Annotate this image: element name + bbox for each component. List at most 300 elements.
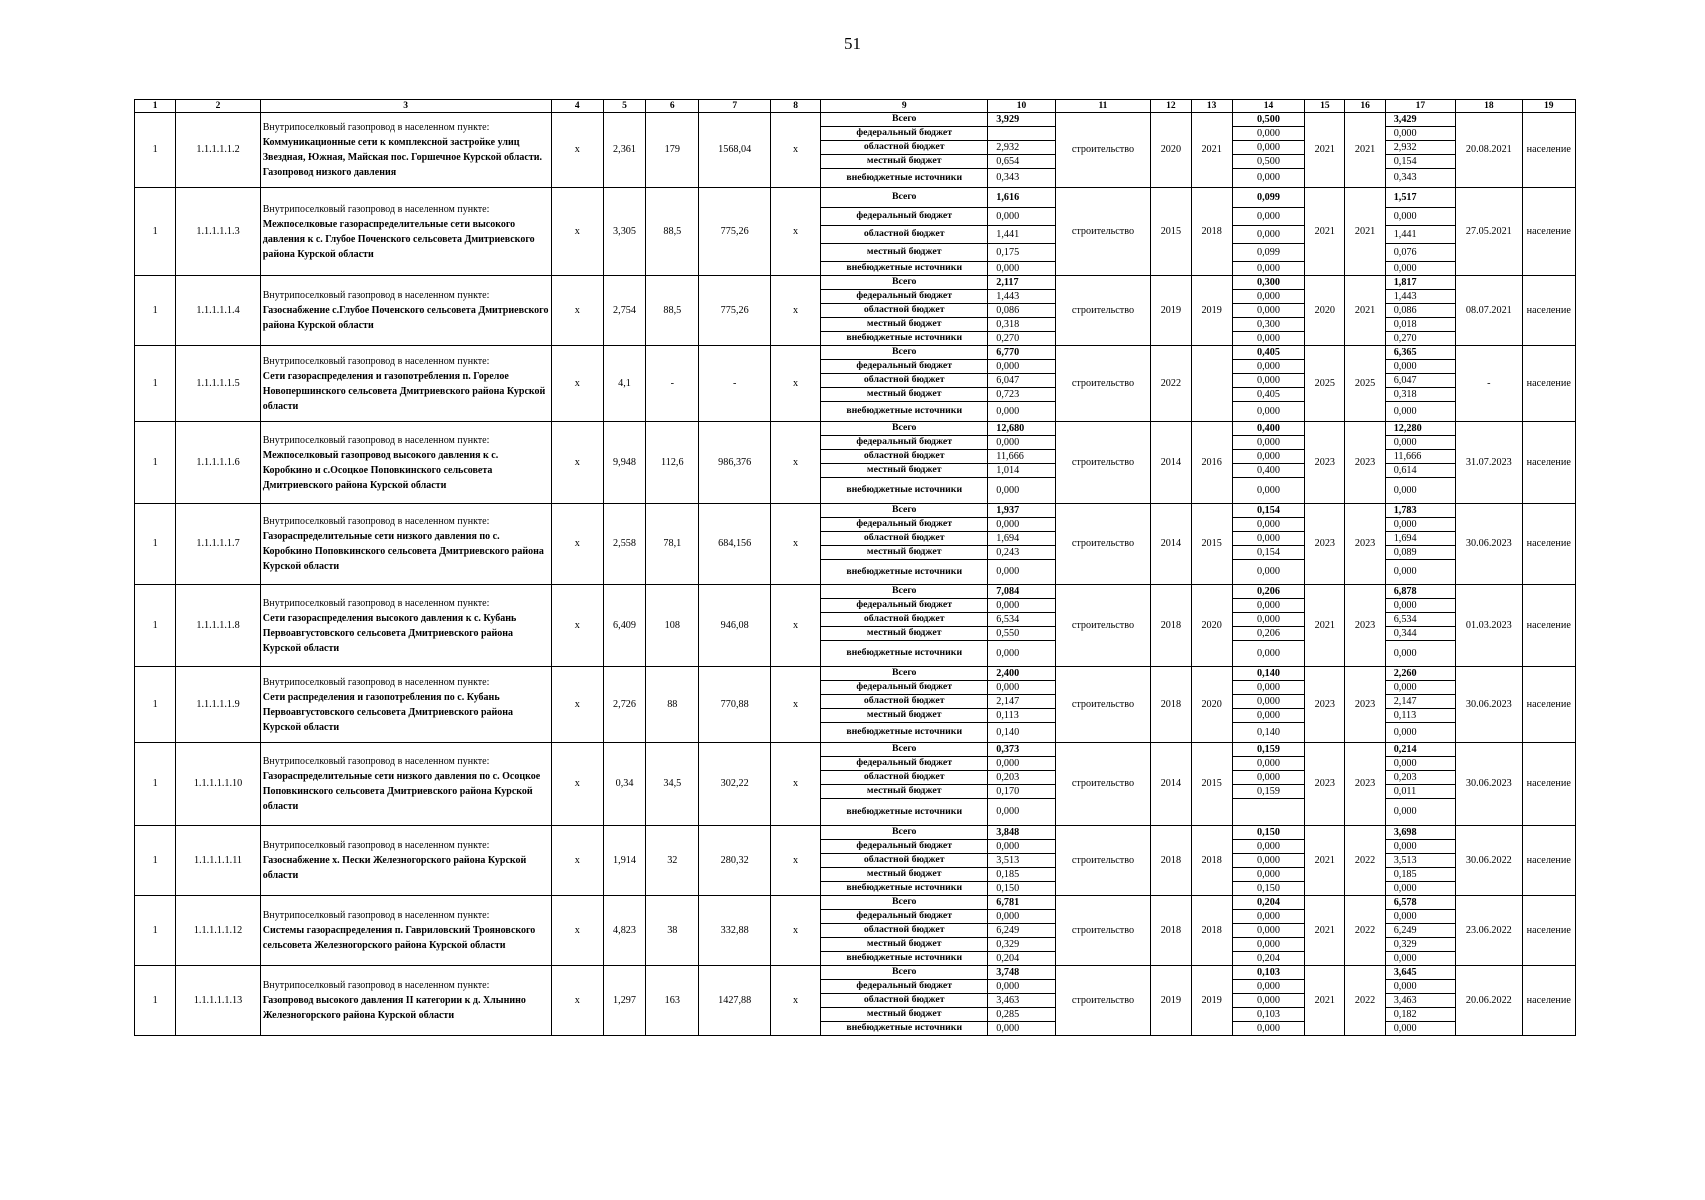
table-body: [135, 113, 1576, 1036]
object-lead-text: Внутрипоселковый газопровод в населенном пункте:: [262, 840, 490, 851]
cell-c12: 2015: [1151, 188, 1191, 276]
cell-c13: 2018: [1191, 188, 1232, 276]
object-code: 1.1.1.1.1.5: [176, 346, 261, 422]
cell-c13: 2018: [1191, 826, 1232, 896]
column-header-15: 15: [1305, 100, 1345, 113]
remaining-value: 0,000: [1385, 402, 1455, 422]
financed-value: 0,500: [1232, 155, 1304, 169]
financed-value: 0,150: [1232, 882, 1304, 896]
table-row: [135, 113, 1576, 127]
remaining-value: 1,783: [1385, 504, 1455, 518]
funding-source-label: областной бюджет: [821, 854, 988, 868]
financed-value: 0,000: [1232, 169, 1304, 188]
total-cost-value: 0,285: [988, 1008, 1055, 1022]
cell-c6: 88,5: [646, 276, 699, 346]
row-number: 1: [135, 276, 176, 346]
column-header-17: 17: [1385, 100, 1455, 113]
total-cost-value: 0,000: [988, 757, 1055, 771]
financed-value: 0,000: [1232, 332, 1304, 346]
remaining-value: 0,203: [1385, 771, 1455, 785]
object-name: Газопровод высокого давления II категории к д. Хлынино Железногорского района Курской области: [262, 995, 526, 1021]
table-row: [135, 743, 1576, 757]
total-cost-value: 0,723: [988, 388, 1055, 402]
total-cost-value: 0,204: [988, 952, 1055, 966]
object-name-cell: [260, 896, 551, 966]
cell-c13: 2019: [1191, 276, 1232, 346]
cell-c15: 2023: [1305, 667, 1345, 743]
funding-source-label: Всего: [821, 504, 988, 518]
cell-c6: 32: [646, 826, 699, 896]
remaining-value: 0,000: [1385, 980, 1455, 994]
page-number: 51: [844, 34, 861, 53]
cell-c12: 2022: [1151, 346, 1191, 422]
column-header-5: 5: [603, 100, 645, 113]
financed-value: 0,000: [1232, 840, 1304, 854]
cell-c8: x: [770, 504, 820, 585]
financed-value: 0,000: [1232, 681, 1304, 695]
column-header-9: 9: [821, 100, 988, 113]
object-name: Сети газораспределения и газопотребления п. Горелое Новопершинского сельсовета Дмитриевского района Курской области: [262, 370, 546, 412]
cell-c12: 2018: [1151, 667, 1191, 743]
cell-c18: 23.06.2022: [1456, 896, 1522, 966]
object-code: 1.1.1.1.1.12: [176, 896, 261, 966]
financed-value: 0,154: [1232, 504, 1304, 518]
cell-c18: 08.07.2021: [1456, 276, 1522, 346]
object-name: Газораспределительные сети низкого давления по с. Коробкино Поповкинского сельсовета Дмитриевского района Курской области: [262, 531, 544, 572]
total-cost-value: 2,147: [988, 695, 1055, 709]
remaining-value: 2,147: [1385, 695, 1455, 709]
table-row: [135, 896, 1576, 910]
total-cost-value: 1,937: [988, 504, 1055, 518]
table-header: [135, 100, 1576, 113]
funding-source-label: внебюджетные источники: [821, 169, 988, 188]
remaining-value: 11,666: [1385, 450, 1455, 464]
object-code: 1.1.1.1.1.10: [176, 743, 261, 826]
cell-c12: 2018: [1151, 826, 1191, 896]
total-cost-value: 0,150: [988, 882, 1055, 896]
remaining-value: 3,463: [1385, 994, 1455, 1008]
funding-source-label: областной бюджет: [821, 141, 988, 155]
object-name: Газоснабжение х. Пески Железногорского района Курской области: [262, 855, 527, 881]
cell-c8: x: [770, 667, 820, 743]
financed-value: 0,103: [1232, 966, 1304, 980]
row-number: 1: [135, 585, 176, 667]
funding-source-label: внебюджетные источники: [821, 641, 988, 667]
cell-c18: 01.03.2023: [1456, 585, 1522, 667]
financed-value: 0,000: [1232, 924, 1304, 938]
funding-source-label: местный бюджет: [821, 1008, 988, 1022]
cell-c12: 2018: [1151, 585, 1191, 667]
remaining-value: 0,076: [1385, 244, 1455, 262]
funding-source-label: внебюджетные источники: [821, 799, 988, 826]
total-cost-value: 7,084: [988, 585, 1055, 599]
cell-c4: x: [551, 966, 603, 1036]
cell-c4: x: [551, 346, 603, 422]
financed-value: 0,000: [1232, 994, 1304, 1008]
remaining-value: 0,344: [1385, 627, 1455, 641]
financed-value: 0,405: [1232, 346, 1304, 360]
cell-c4: x: [551, 276, 603, 346]
cell-c13: 2015: [1191, 743, 1232, 826]
financed-value: 0,000: [1232, 560, 1304, 585]
total-cost-value: 0,000: [988, 360, 1055, 374]
total-cost-value: 0,000: [988, 599, 1055, 613]
remaining-value: 0,000: [1385, 840, 1455, 854]
total-cost-value: 0,329: [988, 938, 1055, 952]
funding-source-label: областной бюджет: [821, 374, 988, 388]
object-name: Системы газораспределения п. Гавриловский Трояновского сельсовета Железногорского района Курской области: [262, 925, 536, 951]
funding-source-label: областной бюджет: [821, 994, 988, 1008]
row-number: 1: [135, 896, 176, 966]
total-cost-value: 0,318: [988, 318, 1055, 332]
funding-source-label: областной бюджет: [821, 924, 988, 938]
remaining-value: 1,441: [1385, 226, 1455, 244]
funding-source-label: областной бюджет: [821, 226, 988, 244]
total-cost-value: 12,680: [988, 422, 1055, 436]
cell-c16: 2023: [1345, 667, 1385, 743]
remaining-value: 0,000: [1385, 910, 1455, 924]
row-number: 1: [135, 667, 176, 743]
financed-value: 0,000: [1232, 599, 1304, 613]
remaining-value: 0,000: [1385, 560, 1455, 585]
funding-source-label: федеральный бюджет: [821, 757, 988, 771]
object-code: 1.1.1.1.1.3: [176, 188, 261, 276]
remaining-value: 3,645: [1385, 966, 1455, 980]
cell-c5: 4,1: [603, 346, 645, 422]
remaining-value: 0,113: [1385, 709, 1455, 723]
cell-c15: 2025: [1305, 346, 1345, 422]
cell-c8: x: [770, 896, 820, 966]
total-cost-value: 0,000: [988, 910, 1055, 924]
investment-table: [134, 99, 1576, 1036]
total-cost-value: 2,117: [988, 276, 1055, 290]
column-header-18: 18: [1456, 100, 1522, 113]
remaining-value: 0,270: [1385, 332, 1455, 346]
financed-value: 0,400: [1232, 422, 1304, 436]
financed-value: 0,000: [1232, 980, 1304, 994]
total-cost-value: 0,000: [988, 518, 1055, 532]
cell-c19: население: [1522, 113, 1575, 188]
total-cost-value: 6,770: [988, 346, 1055, 360]
funding-source-label: Всего: [821, 743, 988, 757]
total-cost-value: 1,014: [988, 464, 1055, 478]
funding-source-label: федеральный бюджет: [821, 290, 988, 304]
cell-c13: 2020: [1191, 667, 1232, 743]
funding-source-label: местный бюджет: [821, 709, 988, 723]
cell-c12: 2020: [1151, 113, 1191, 188]
cell-c8: x: [770, 743, 820, 826]
cell-c18: -: [1456, 346, 1522, 422]
column-header-11: 11: [1055, 100, 1151, 113]
column-header-7: 7: [699, 100, 770, 113]
total-cost-value: 0,000: [988, 262, 1055, 276]
funding-source-label: местный бюджет: [821, 318, 988, 332]
remaining-value: 0,086: [1385, 304, 1455, 318]
cell-c11: строительство: [1055, 113, 1151, 188]
cell-c13: [1191, 346, 1232, 422]
total-cost-value: 3,848: [988, 826, 1055, 840]
financed-value: 0,000: [1232, 450, 1304, 464]
funding-source-label: Всего: [821, 966, 988, 980]
remaining-value: 0,343: [1385, 169, 1455, 188]
object-lead-text: Внутрипоселковый газопровод в населенном пункте:: [262, 355, 490, 367]
cell-c7: 986,376: [699, 422, 770, 504]
object-name-cell: [260, 585, 551, 667]
financed-value: 0,206: [1232, 627, 1304, 641]
cell-c7: 775,26: [699, 188, 770, 276]
cell-c7: 280,32: [699, 826, 770, 896]
funding-source-label: Всего: [821, 113, 988, 127]
cell-c12: 2018: [1151, 896, 1191, 966]
total-cost-value: 11,666: [988, 450, 1055, 464]
remaining-value: 3,698: [1385, 826, 1455, 840]
remaining-value: 6,249: [1385, 924, 1455, 938]
cell-c15: 2020: [1305, 276, 1345, 346]
funding-source-label: местный бюджет: [821, 627, 988, 641]
cell-c8: x: [770, 276, 820, 346]
column-header-3: 3: [260, 100, 551, 113]
cell-c5: 1,297: [603, 966, 645, 1036]
table-row: [135, 585, 1576, 599]
cell-c4: x: [551, 826, 603, 896]
cell-c18: 30.06.2023: [1456, 667, 1522, 743]
financed-value: 0,000: [1232, 208, 1304, 226]
cell-c15: 2023: [1305, 504, 1345, 585]
total-cost-value: 0,113: [988, 709, 1055, 723]
cell-c16: 2022: [1345, 826, 1385, 896]
total-cost-value: 3,513: [988, 854, 1055, 868]
cell-c8: x: [770, 826, 820, 896]
cell-c12: 2019: [1151, 966, 1191, 1036]
funding-source-label: Всего: [821, 422, 988, 436]
remaining-value: 0,000: [1385, 599, 1455, 613]
financed-value: 0,000: [1232, 695, 1304, 709]
financed-value: 0,000: [1232, 938, 1304, 952]
cell-c6: 163: [646, 966, 699, 1036]
financed-value: 0,204: [1232, 896, 1304, 910]
cell-c8: x: [770, 966, 820, 1036]
total-cost-value: 0,270: [988, 332, 1055, 346]
row-number: 1: [135, 966, 176, 1036]
funding-source-label: областной бюджет: [821, 532, 988, 546]
cell-c5: 2,726: [603, 667, 645, 743]
cell-c4: x: [551, 667, 603, 743]
remaining-value: 1,443: [1385, 290, 1455, 304]
funding-source-label: внебюджетные источники: [821, 882, 988, 896]
financed-value: 0,000: [1232, 771, 1304, 785]
cell-c13: 2018: [1191, 896, 1232, 966]
financed-value: 0,159: [1232, 743, 1304, 757]
total-cost-value: 0,000: [988, 478, 1055, 504]
remaining-value: 0,000: [1385, 436, 1455, 450]
financed-value: 0,000: [1232, 226, 1304, 244]
financed-value: 0,000: [1232, 910, 1304, 924]
remaining-value: 0,000: [1385, 518, 1455, 532]
object-lead-text: Внутрипоселковый газопровод в населенном пункте:: [262, 434, 490, 446]
remaining-value: 0,000: [1385, 681, 1455, 695]
total-cost-value: 2,400: [988, 667, 1055, 681]
total-cost-value: 0,000: [988, 840, 1055, 854]
column-header-6: 6: [646, 100, 699, 113]
object-code: 1.1.1.1.1.4: [176, 276, 261, 346]
total-cost-value: 1,694: [988, 532, 1055, 546]
object-code: 1.1.1.1.1.11: [176, 826, 261, 896]
column-header-13: 13: [1191, 100, 1232, 113]
funding-source-label: федеральный бюджет: [821, 980, 988, 994]
financed-value: 0,000: [1232, 141, 1304, 155]
object-name-cell: [260, 826, 551, 896]
cell-c5: 9,948: [603, 422, 645, 504]
cell-c7: 775,26: [699, 276, 770, 346]
cell-c5: 0,34: [603, 743, 645, 826]
total-cost-value: 0,000: [988, 641, 1055, 667]
funding-source-label: местный бюджет: [821, 868, 988, 882]
financed-value: 0,500: [1232, 113, 1304, 127]
cell-c18: 27.05.2021: [1456, 188, 1522, 276]
cell-c19: население: [1522, 966, 1575, 1036]
remaining-value: 6,047: [1385, 374, 1455, 388]
cell-c18: 31.07.2023: [1456, 422, 1522, 504]
financed-value: 0,000: [1232, 1022, 1304, 1036]
funding-source-label: Всего: [821, 826, 988, 840]
cell-c11: строительство: [1055, 896, 1151, 966]
funding-source-label: Всего: [821, 667, 988, 681]
total-cost-value: 6,781: [988, 896, 1055, 910]
row-number: 1: [135, 113, 176, 188]
cell-c16: 2023: [1345, 585, 1385, 667]
financed-value: 0,159: [1232, 785, 1304, 799]
object-name: Газораспределительные сети низкого давления по с. Осоцкое Поповкинского сельсовета Дмитриевского района Курской области: [262, 771, 541, 812]
financed-value: 0,000: [1232, 854, 1304, 868]
cell-c16: 2022: [1345, 966, 1385, 1036]
object-code: 1.1.1.1.1.7: [176, 504, 261, 585]
remaining-value: 3,429: [1385, 113, 1455, 127]
funding-source-label: областной бюджет: [821, 304, 988, 318]
remaining-value: 0,000: [1385, 952, 1455, 966]
cell-c4: x: [551, 896, 603, 966]
cell-c16: 2021: [1345, 188, 1385, 276]
funding-source-label: местный бюджет: [821, 546, 988, 560]
cell-c8: x: [770, 585, 820, 667]
cell-c19: население: [1522, 346, 1575, 422]
financed-value: 0,000: [1232, 290, 1304, 304]
financed-value: 0,099: [1232, 244, 1304, 262]
financed-value: 0,000: [1232, 518, 1304, 532]
funding-source-label: областной бюджет: [821, 695, 988, 709]
object-code: 1.1.1.1.1.13: [176, 966, 261, 1036]
remaining-value: 0,000: [1385, 882, 1455, 896]
cell-c6: 108: [646, 585, 699, 667]
table-row: [135, 826, 1576, 840]
object-name: Коммуникационные сети к комплексной застройке улиц Звездная, Южная, Майская пос. Горшечное Курской области. Газопровод низкого давления: [262, 137, 542, 178]
object-name-cell: [260, 113, 551, 188]
row-number: 1: [135, 422, 176, 504]
cell-c13: 2016: [1191, 422, 1232, 504]
cell-c15: 2021: [1305, 188, 1345, 276]
cell-c19: население: [1522, 743, 1575, 826]
total-cost-value: 0,000: [988, 436, 1055, 450]
funding-source-label: местный бюджет: [821, 155, 988, 169]
cell-c13: 2019: [1191, 966, 1232, 1036]
cell-c12: 2014: [1151, 743, 1191, 826]
object-name-cell: [260, 276, 551, 346]
object-lead-text: Внутрипоселковый газопровод в населенном пункте:: [262, 676, 490, 688]
total-cost-value: 6,534: [988, 613, 1055, 627]
total-cost-value: [988, 127, 1055, 141]
column-header-4: 4: [551, 100, 603, 113]
cell-c15: 2023: [1305, 743, 1345, 826]
cell-c16: 2023: [1345, 743, 1385, 826]
financed-value: 0,000: [1232, 757, 1304, 771]
total-cost-value: 0,185: [988, 868, 1055, 882]
object-name-cell: [260, 667, 551, 743]
remaining-value: 0,000: [1385, 641, 1455, 667]
financed-value: 0,000: [1232, 478, 1304, 504]
total-cost-value: 0,086: [988, 304, 1055, 318]
object-name-cell: [260, 743, 551, 826]
total-cost-value: 0,000: [988, 980, 1055, 994]
cell-c19: население: [1522, 667, 1575, 743]
object-code: 1.1.1.1.1.9: [176, 667, 261, 743]
remaining-value: 0,000: [1385, 262, 1455, 276]
financed-value: 0,140: [1232, 723, 1304, 743]
financed-value: 0,099: [1232, 188, 1304, 208]
remaining-value: 2,260: [1385, 667, 1455, 681]
object-code: 1.1.1.1.1.6: [176, 422, 261, 504]
remaining-value: 1,694: [1385, 532, 1455, 546]
row-number: 1: [135, 743, 176, 826]
total-cost-value: 1,616: [988, 188, 1055, 208]
total-cost-value: 0,654: [988, 155, 1055, 169]
cell-c7: 1427,88: [699, 966, 770, 1036]
financed-value: 0,000: [1232, 127, 1304, 141]
cell-c5: 2,558: [603, 504, 645, 585]
total-cost-value: 1,443: [988, 290, 1055, 304]
column-header-14: 14: [1232, 100, 1304, 113]
funding-source-label: внебюджетные источники: [821, 952, 988, 966]
funding-source-label: федеральный бюджет: [821, 518, 988, 532]
column-header-1: 1: [135, 100, 176, 113]
cell-c18: 30.06.2023: [1456, 504, 1522, 585]
remaining-value: 0,185: [1385, 868, 1455, 882]
object-name-cell: [260, 188, 551, 276]
table-row: [135, 667, 1576, 681]
cell-c19: население: [1522, 896, 1575, 966]
cell-c19: население: [1522, 188, 1575, 276]
remaining-value: 6,878: [1385, 585, 1455, 599]
funding-source-label: внебюджетные источники: [821, 723, 988, 743]
cell-c4: x: [551, 504, 603, 585]
total-cost-value: 0,550: [988, 627, 1055, 641]
financed-value: 0,000: [1232, 262, 1304, 276]
funding-source-label: федеральный бюджет: [821, 681, 988, 695]
cell-c7: 1568,04: [699, 113, 770, 188]
cell-c11: строительство: [1055, 743, 1151, 826]
cell-c11: строительство: [1055, 346, 1151, 422]
cell-c11: строительство: [1055, 667, 1151, 743]
cell-c8: x: [770, 113, 820, 188]
financed-value: 0,300: [1232, 318, 1304, 332]
remaining-value: 0,614: [1385, 464, 1455, 478]
cell-c16: 2023: [1345, 422, 1385, 504]
row-number: 1: [135, 188, 176, 276]
funding-source-label: Всего: [821, 346, 988, 360]
row-number: 1: [135, 346, 176, 422]
financed-value: [1232, 799, 1304, 826]
cell-c13: 2015: [1191, 504, 1232, 585]
total-cost-value: 0,000: [988, 560, 1055, 585]
remaining-value: 0,089: [1385, 546, 1455, 560]
